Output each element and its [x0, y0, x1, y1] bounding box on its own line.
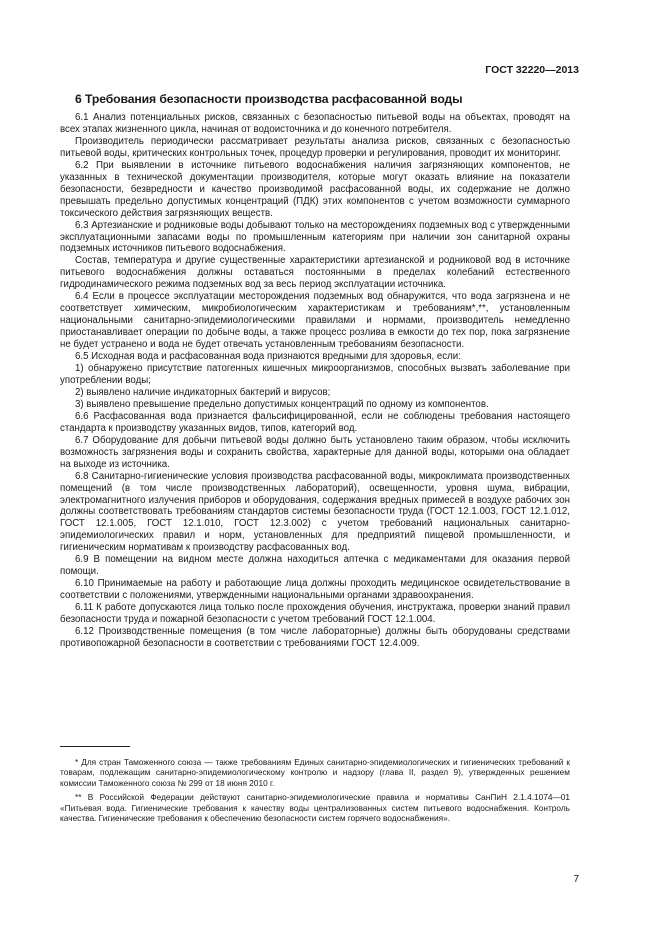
paragraph-6-9: 6.9 В помещении на видном месте должна находиться аптечка с медикаментами для оказания первой помощи.: [60, 554, 570, 578]
section-body: [60, 112, 570, 650]
paragraph-6-6: 6.6 Расфасованная вода признается фальсифицированной, если не соблюдены требования настоящего стандарта к производству указанных видов, типов, категорий вод.: [60, 410, 570, 434]
list-item-1: 1) обнаружено присутствие патогенных кишечных микроорганизмов, способных вызвать заболевание при употреблении воды;: [60, 363, 570, 386]
list-item-3: 3) выявлено превышение предельно допустимых концентраций по одному из компонентов.: [75, 398, 489, 410]
paragraph-6-11: 6.11 К работе допускаются лица только после прохождения обучения, инструктажа, проверки знаний правил безопасности труда и пожарной безопасности с учетом требований ГОСТ 12.1.004.: [60, 602, 570, 626]
footnote-separator: [60, 746, 130, 747]
paragraph-6-8: 6.8 Санитарно-гигиенические условия производства расфасованной воды, микроклимата производственных помещений (в том числе производственных лабораторий), освещенности, уровня шума, вибрации, электромагнитного излучения приборов и оборудования, содержания вредных примесей в воздухе рабочих зон должны соответствовать требованиям стандартов системы безопасности труда (ГОСТ 12.1.003, ГОСТ 12.1.012, ГОСТ 12.1.005, ГОСТ 12.1.010, ГОСТ 12.3.002) с учетом требований национальных санитарно-эпидемиологических правил и норм, установленных для предприятий пищевой промышленности, и гигиеническим нормативам к производству расфасованных вод.: [60, 470, 570, 554]
paragraph-6-10: 6.10 Принимаемые на работу и работающие лица должны проходить медицинское освидетельствование в соответствии с положениями, утвержденными национальными органами здравоохранения.: [60, 578, 570, 602]
paragraph-6-5: 6.5 Исходная вода и расфасованная вода признаются вредными для здоровья, если:: [75, 351, 461, 363]
paragraph-6-2: 6.2 При выявлении в источнике питьевого водоснабжения наличия загрязняющих компонентов, не указанных в технической документации производителя, которые могут оказать влияние на показатели безопасности, безвредности и качество производимой расфасованной воды, их содержание не должно превышать предельно допустимых концентраций (ПДК) этих компонентов с учетом возможности суммарного токсического действия загрязняющих веществ.: [60, 159, 570, 219]
section-title: 6 Требования безопасности производства расфасованной воды: [75, 92, 463, 106]
paragraph-6-4: 6.4 Если в процессе эксплуатации месторождения подземных вод обнаружится, что вода загрязнена и не соответствует химическим, микробиологическим характеристикам и требованиям*,**, установленным национальными санитарно-эпидемиологическими правилами и нормами, производитель немедленно приостанавливает операции по добыче воды, а также процесс розлива в емкости до тех пор, пока загрязнение не будет устранено и вода не будет отвечать установленным требованиям безопасности.: [60, 291, 570, 351]
paragraph-6-3-composition: Состав, температура и другие существенные характеристики артезианской и родниковой вод в источнике питьевого водоснабжения должны оставаться постоянными в пределах колебаний естественного гидродинамического режима подземных вод за весь период эксплуатации источника.: [60, 255, 570, 291]
main-content: [60, 92, 570, 650]
paragraph-6-7: 6.7 Оборудование для добычи питьевой воды должно быть установлено таким образом, чтобы исключить возможность загрязнения воды и сохранить свойства, характерные для данной воды, которыми она обладает на выходе из источника.: [60, 434, 570, 470]
paragraph-6-1: 6.1 Анализ потенциальных рисков, связанных с безопасностью питьевой воды на объектах, проводят на всех этапах жизненного цикла, начиная от водоисточника и до конечного потребителя.: [60, 112, 570, 135]
footnote-2: ** В Российской Федерации действуют санитарно-эпидемиологические правила и нормативы СанПиН 2.1.4.1074—01 «Питьевая вода. Гигиенические требования к качеству воды централизованных систем питьевого водоснабжения. Контроль качества. Гигиенические требования к обеспечению безопасности систем горячего водоснабжения».: [60, 792, 570, 824]
paragraph-6-12: 6.12 Производственные помещения (в том числе лабораторные) должны быть оборудованы средствами противопожарной безопасности в соответствии с требованиями ГОСТ 12.4.009.: [60, 625, 570, 649]
standard-number: ГОСТ 32220—2013: [485, 64, 579, 76]
paragraph-6-1-monitoring: Производитель периодически рассматривает результаты анализа рисков, связанных с безопасностью питьевой воды, критических контрольных точек, процедур проверки и регулирования, проводит их мониторинг.: [60, 135, 570, 159]
paragraph-6-3: 6.3 Артезианские и родниковые воды добывают только на месторождениях подземных вод с утвержденными эксплуатационными запасами воды по промышленным категориям при наличии зон санитарной охраны подземных источников питьевого водоснабжения.: [60, 219, 570, 255]
footnotes: [60, 746, 570, 827]
list-item-2: 2) выявлено наличие индикаторных бактерий и вирусов;: [75, 386, 331, 398]
footnote-1: * Для стран Таможенного союза — также требованиям Единых санитарно-эпидемиологических и гигиенических требований к товарам, подлежащим санитарно-эпидемиологическому контролю и надзору (глава II, раздел 9), утвержденных решением комиссии Таможенного союза № 299 от 18 июня 2010 г.: [60, 757, 570, 788]
page-number: 7: [573, 874, 579, 885]
